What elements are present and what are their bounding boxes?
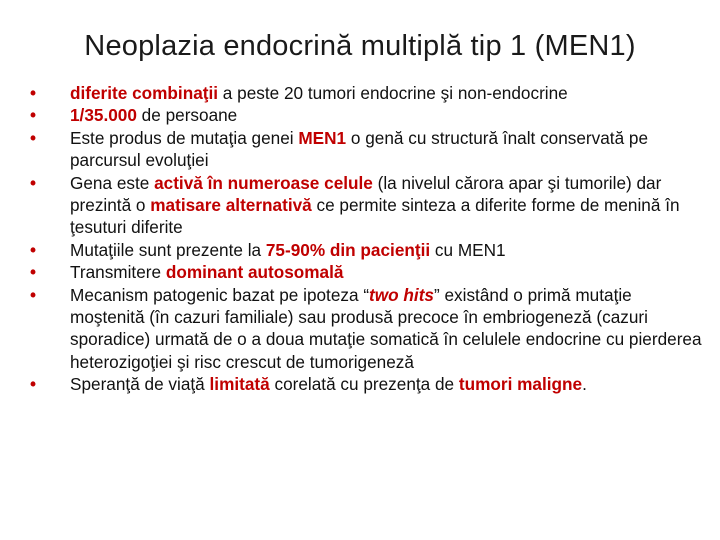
bullet-marker-icon: • [30, 127, 37, 148]
highlighted-text: two hits [369, 284, 434, 305]
bullet-text: Transmitere [70, 262, 166, 283]
slide-title: Neoplazia endocrină multiplă tip 1 (MEN1) [84, 30, 636, 62]
bullet-marker-icon: • [30, 262, 37, 283]
highlighted-text: 1/35.000 [70, 105, 137, 126]
bullet-marker-icon: • [30, 374, 37, 395]
bullet-marker-icon: • [30, 105, 37, 126]
highlighted-text: activă în numeroase celule [154, 172, 373, 193]
bullet-text: Este produs de mutaţia genei [70, 127, 299, 148]
bullet-text: ” existând o primă mutaţie moştenită (în cazuri familiale) sau produsă precoce în embriogeneză (cazuri sporadice) urmată de o a doua mutaţie somatică în celulele endocrine cu pierderea heterozigoţiei şi risc crescut de tumorigeneză [70, 284, 702, 372]
highlighted-text: MEN1 [298, 127, 347, 148]
bullet-item [30, 104, 710, 126]
bullet-text: corelată cu prezenţa de [269, 374, 459, 395]
bullet-marker-icon: • [30, 172, 37, 193]
bullet-marker-icon: • [30, 284, 37, 305]
bullet-marker-icon: • [30, 239, 37, 260]
bullet-text: Mecanism patogenic bazat pe ipoteza “ [70, 284, 370, 305]
bullet-item [30, 261, 710, 283]
bullet-text: ce permite sinteza a diferite forme de menină în ţesuturi diferite [70, 195, 680, 238]
bullet-text: (la nivelul cărora apar şi tumorile) dar prezintă o [70, 172, 662, 216]
bullet-text: a peste 20 tumori endocrine şi non-endocrine [218, 83, 568, 103]
highlighted-text: dominant autosomală [165, 262, 344, 283]
bullet-item [30, 172, 710, 239]
bullet-text: . [582, 374, 587, 395]
bullet-item [30, 239, 710, 261]
bullet-item [30, 127, 710, 172]
bullet-marker-icon: • [30, 83, 37, 103]
bullet-text: Speranţă de viaţă [70, 374, 210, 395]
bullet-item [30, 284, 710, 374]
bullet-text: Gena este [70, 172, 155, 193]
bullet-item [30, 82, 710, 104]
highlighted-text: 75-90% din pacienţii [265, 239, 431, 260]
highlighted-text: matisare alternativă [150, 195, 312, 216]
highlighted-text: limitată [209, 374, 270, 395]
highlighted-text: tumori maligne [458, 374, 583, 395]
bullet-item [30, 373, 710, 395]
bullet-text: cu MEN1 [430, 239, 506, 260]
bullet-text: o genă cu structură înalt conservată pe parcursul evoluţiei [70, 127, 649, 171]
bullet-list [30, 82, 710, 396]
bullet-text: Mutaţiile sunt prezente la [70, 239, 266, 260]
highlighted-text: diferite combinaţii [70, 83, 219, 103]
bullet-text: de persoane [136, 105, 238, 126]
